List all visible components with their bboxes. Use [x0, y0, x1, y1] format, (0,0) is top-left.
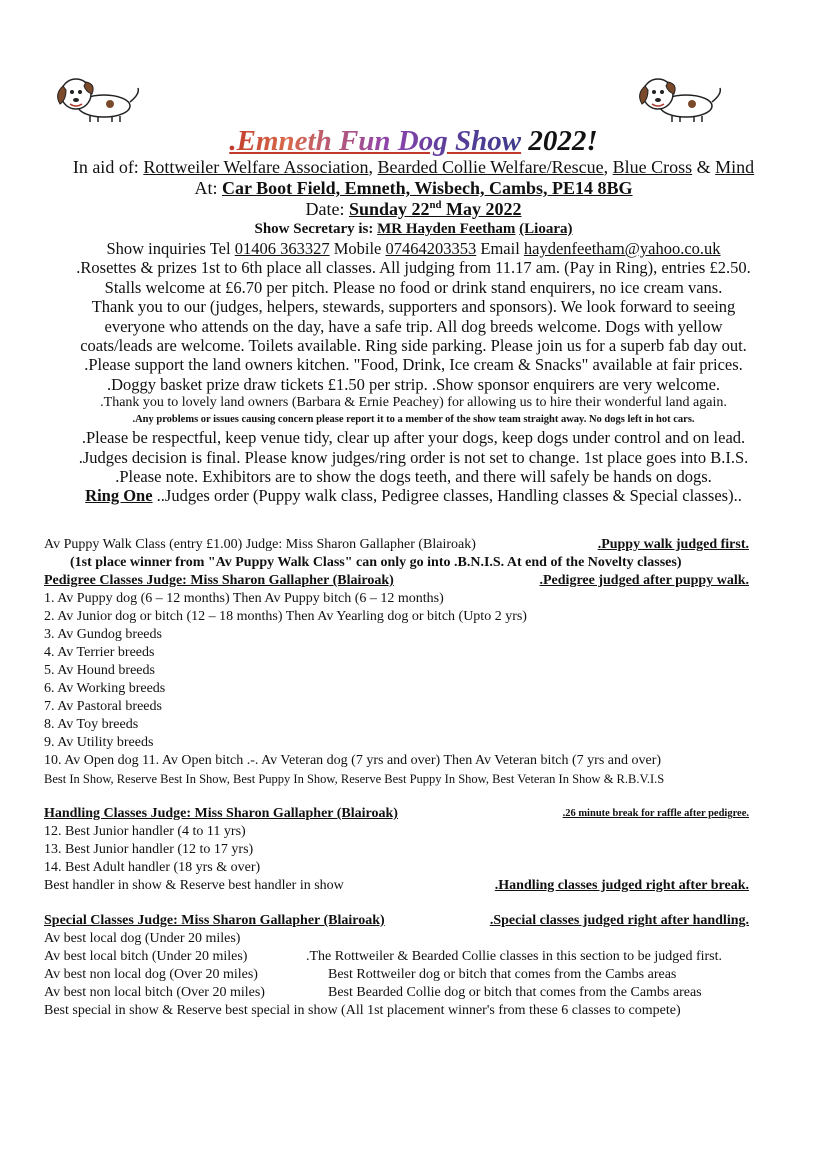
secretary-name: MR Hayden Feetham [377, 221, 516, 237]
secretary-line [20, 220, 807, 239]
ring-one-label: Ring One [85, 486, 153, 506]
kitchen-line: .Please support the land owners kitchen. "Food, Drink, Ice cream & Snacks" available at fair prices. [84, 355, 743, 375]
puppy-note-right: .Puppy walk judged first. [597, 537, 749, 552]
pedigree-heading-row [44, 572, 749, 590]
and-sign: & [692, 157, 716, 177]
venue: Car Boot Field, Emneth, Wisbech, Cambs, PE14 8BG [221, 178, 633, 198]
venue-label: At: [194, 178, 222, 198]
pedigree-note-right: .Pedigree judged after puppy walk. [539, 573, 749, 588]
respect-line: .Please be respectful, keep venue tidy, clear up after your dogs, keep dogs under control and on lead. [81, 428, 746, 448]
special-class: Av best local bitch (Under 20 miles) [44, 949, 248, 964]
handling-item: 12. Best Junior handler (4 to 11 yrs) [44, 824, 246, 839]
handling-item: 13. Best Junior handler (12 to 17 yrs) [44, 842, 254, 857]
judges-line: .Judges decision is final. Please know judges/ring order is not set to change. 1st place goes into B.I.S. [78, 447, 749, 467]
special-section [44, 912, 749, 1020]
handling-best-note: .Handling classes judged right after break. [494, 878, 749, 893]
dog-cartoon-right [628, 72, 728, 124]
pedigree-item: 4. Av Terrier breeds [44, 645, 155, 660]
special-row [44, 930, 749, 948]
special-row [44, 984, 749, 1002]
problems-line: .Any problems or issues causing concern please report it to a member of the show team straight away. No dogs left in hot cars. [132, 414, 695, 426]
landowners-line: .Thank you to lovely land owners (Barbara & Ernie Peachey) for allowing us to hire their wonderful land again. [100, 395, 727, 411]
handling-heading-row [44, 805, 749, 823]
puppy-class: Av Puppy Walk Class (entry £1.00) Judge: Miss Sharon Gallapher (Blairoak) [44, 537, 476, 552]
rosettes-line: .Rosettes & prizes 1st to 6th place all classes. All judging from 11.17 am. (Pay in Ring), entries £2.50. [76, 258, 751, 278]
page-title [0, 124, 827, 158]
pedigree-item: 7. Av Pastoral breeds [44, 699, 162, 714]
puppy-note-row [44, 554, 749, 572]
pedigree-heading: Pedigree Classes Judge: Miss Sharon Gallapher (Blairoak) [44, 573, 394, 588]
inquiries-line [20, 239, 807, 258]
handling-best: Best handler in show & Reserve best handler in show [44, 878, 344, 893]
secretary-nick: (Lioara) [519, 221, 573, 237]
handling-note-right: .26 minute break for raffle after pedigree. [562, 808, 749, 819]
date-day: Sunday 22 [348, 199, 430, 219]
pedigree-item: 2. Av Junior dog or bitch (12 – 18 months) Then Av Yearling dog or bitch (Upto 2 yrs) [44, 609, 527, 624]
venue-line [20, 178, 807, 199]
ring-one-line [20, 486, 807, 505]
pedigree-item: 6. Av Working breeds [44, 681, 166, 696]
exhibitors-line: .Please note. Exhibitors are to show the dogs teeth, and there will safely be hands on dogs. [115, 467, 712, 487]
pedigree-item: 1. Av Puppy dog (6 – 12 months) Then Av Puppy bitch (6 – 12 months) [44, 591, 444, 606]
charity-2: Bearded Collie Welfare/Rescue [377, 157, 604, 177]
special-class: Av best non local bitch (Over 20 miles) [44, 985, 265, 1000]
pedigree-item: 5. Av Hound breeds [44, 663, 155, 678]
coats-line: coats/leads are welcome. Toilets available. Ring side parking. Please join us for a superb fab day out. [80, 336, 747, 356]
special-row [44, 966, 749, 984]
breeds-line: everyone who attends on the day, have a safe trip. All dog breeds welcome. Dogs with yellow [104, 316, 723, 336]
handling-heading: Handling Classes Judge: Miss Sharon Gallapher (Blairoak) [44, 806, 398, 821]
title-year: 2022! [521, 125, 598, 157]
aid-prefix: In aid of: [72, 157, 144, 177]
title-main: .Emneth Fun Dog Show [229, 125, 522, 157]
special-heading: Special Classes Judge: Miss Sharon Gallapher (Blairoak) [44, 913, 385, 928]
mobile-label: Mobile [329, 239, 386, 258]
special-heading-row [44, 912, 749, 930]
email-link[interactable]: haydenfeetham@yahoo.co.uk [523, 239, 721, 258]
mobile: 07464203353 [385, 239, 477, 258]
puppy-winner-note: (1st place winner from "Av Puppy Walk Class" can only go into .B.N.I.S. At end of the Novelty classes) [70, 555, 682, 570]
pedigree-best: Best In Show, Reserve Best In Show, Best Puppy In Show, Reserve Best Puppy In Show, Best Veteran In Show & R.B.V.I.S [44, 772, 665, 786]
date-label: Date: [305, 199, 349, 219]
aid-line: In aid of: Rottweiler Welfare Association, Bearded Collie Welfare/Rescue, Blue Cross & Mind [72, 157, 755, 177]
special-note: Best Bearded Collie dog or bitch that comes from the Cambs areas [328, 985, 702, 1000]
puppy-row [44, 536, 749, 554]
date-rest: May 2022 [441, 199, 522, 219]
special-note: Best Rottweiler dog or bitch that comes from the Cambs areas [328, 967, 677, 982]
thanks-line: Thank you to our (judges, helpers, stewards, supporters and sponsors). We look forward to seeing [91, 297, 736, 317]
special-note-right: .Special classes judged right after handling. [489, 913, 749, 928]
inquiries-label: Show inquiries Tel [106, 239, 235, 258]
special-best: Best special in show & Reserve best special in show (All 1st placement winner's from these 6 classes to compete) [44, 1003, 681, 1018]
date-line [20, 199, 807, 220]
special-class: Av best non local dog (Over 20 miles) [44, 967, 258, 982]
info-block [20, 157, 807, 506]
telephone: 01406 363327 [234, 239, 330, 258]
email-label: Email [476, 239, 524, 258]
pedigree-item: 10. Av Open dog 11. Av Open bitch .-. Av Veteran dog (7 yrs and over) Then Av Veteran bitch (7 yrs and over) [44, 753, 662, 768]
puppy-pedigree-section [44, 536, 749, 788]
pedigree-item: 9. Av Utility breeds [44, 735, 154, 750]
handling-section [44, 805, 749, 895]
pedigree-item: 3. Av Gundog breeds [44, 627, 162, 642]
pedigree-item: 8. Av Toy breeds [44, 717, 139, 732]
prize-draw-line: .Doggy basket prize draw tickets £1.50 per strip. .Show sponsor enquirers are very welcome. [106, 374, 721, 394]
stalls-line: Stalls welcome at £6.70 per pitch. Please no food or drink stand enquirers, no ice cream vans. [104, 277, 723, 297]
handling-item: 14. Best Adult handler (18 yrs & over) [44, 860, 261, 875]
judges-order: ..Judges order (Puppy walk class, Pedigree classes, Handling classes & Special classes).. [152, 486, 742, 506]
handling-best-row [44, 877, 749, 895]
date-sup: nd [429, 199, 442, 211]
charity-3: Blue Cross [612, 157, 693, 177]
special-row [44, 948, 749, 966]
special-class: Av best local dog (Under 20 miles) [44, 931, 241, 946]
special-note: .The Rottweiler & Bearded Collie classes in this section to be judged first. [306, 949, 723, 964]
charity-1: Rottweiler Welfare Association [143, 157, 369, 177]
charity-4: Mind [715, 157, 755, 177]
dog-cartoon-left [46, 72, 146, 124]
secretary-label: Show Secretary is: [254, 221, 378, 237]
